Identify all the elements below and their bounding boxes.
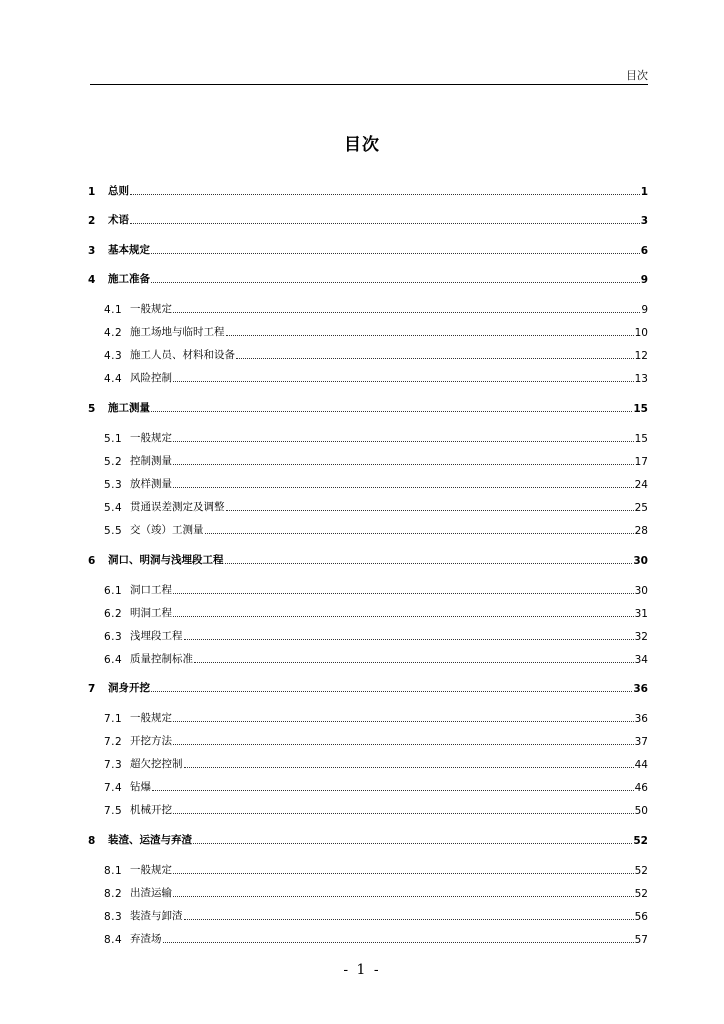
toc-dot-leader bbox=[173, 441, 634, 442]
toc-entry-number: 6.3 bbox=[104, 630, 123, 643]
toc-chapter-entry[interactable] bbox=[88, 537, 648, 567]
toc-entry-page: 52 bbox=[633, 834, 648, 847]
toc-entry-title: 装渣与卸渣 bbox=[130, 909, 183, 922]
toc-entry-title: 放样测量 bbox=[130, 477, 172, 490]
toc-dot-leader bbox=[151, 282, 640, 283]
toc-entry-title: 洞口工程 bbox=[130, 583, 172, 596]
toc-entry-number: 6 bbox=[88, 554, 96, 567]
toc-dot-leader bbox=[151, 411, 632, 412]
toc-entry-number: 8 bbox=[88, 834, 96, 847]
toc-entry-page: 32 bbox=[634, 630, 648, 643]
toc-entry-title: 钻爆 bbox=[130, 781, 151, 794]
toc-entry-number: 8.4 bbox=[104, 933, 123, 946]
toc-entry-number: 6.4 bbox=[104, 653, 123, 666]
toc-entry-number: 7.4 bbox=[104, 782, 123, 795]
toc-entry-page: 6 bbox=[640, 244, 648, 257]
toc-entry-page: 46 bbox=[634, 782, 648, 795]
toc-entry-number: 5.5 bbox=[104, 524, 123, 537]
toc-entry-title: 质量控制标准 bbox=[130, 652, 193, 665]
toc-entry-title: 浅埋段工程 bbox=[130, 629, 183, 642]
toc-section-entry[interactable] bbox=[88, 748, 648, 771]
toc-entry-page: 17 bbox=[634, 455, 648, 468]
toc-dot-leader bbox=[184, 639, 634, 640]
toc-entry-title: 洞口、明洞与浅埋段工程 bbox=[108, 553, 224, 566]
toc-entry-number: 5.1 bbox=[104, 432, 123, 445]
toc-entry-page: 34 bbox=[634, 653, 648, 666]
toc-entry-title: 超欠挖控制 bbox=[130, 758, 183, 771]
toc-entry-title: 总则 bbox=[108, 184, 129, 197]
toc-dot-leader bbox=[151, 253, 640, 254]
toc-entry-number: 2 bbox=[88, 215, 96, 228]
toc-section-entry[interactable] bbox=[88, 415, 648, 445]
toc-entry-page: 10 bbox=[634, 327, 648, 340]
toc-section-entry[interactable] bbox=[88, 514, 648, 537]
toc-entry-page: 24 bbox=[634, 478, 648, 491]
toc-dot-leader bbox=[173, 487, 634, 488]
toc-entry-page: 9 bbox=[641, 304, 648, 317]
page-number: - 1 - bbox=[343, 962, 381, 978]
toc-entry-number: 4.3 bbox=[104, 350, 123, 363]
toc-entry-title: 一般规定 bbox=[130, 863, 172, 876]
toc-entry-page: 57 bbox=[634, 933, 648, 946]
toc-section-entry[interactable] bbox=[88, 445, 648, 468]
toc-dot-leader bbox=[193, 843, 632, 844]
toc-dot-leader bbox=[226, 335, 634, 336]
toc-chapter-entry[interactable] bbox=[88, 817, 648, 847]
toc-entry-page: 1 bbox=[640, 185, 648, 198]
toc-chapter-entry[interactable] bbox=[88, 168, 648, 198]
toc-entry-number: 7 bbox=[88, 683, 96, 696]
toc-entry-title: 弃渣场 bbox=[130, 932, 162, 945]
toc-entry-number: 5 bbox=[88, 402, 96, 415]
toc-entry-number: 7.2 bbox=[104, 736, 123, 749]
toc-section-entry[interactable] bbox=[88, 877, 648, 900]
toc-dot-leader bbox=[173, 744, 634, 745]
toc-section-entry[interactable] bbox=[88, 771, 648, 794]
toc-section-entry[interactable] bbox=[88, 847, 648, 877]
toc-dot-leader bbox=[173, 593, 634, 594]
header-rule bbox=[90, 84, 648, 85]
toc-entry-number: 3 bbox=[88, 244, 96, 257]
toc-section-entry[interactable] bbox=[88, 794, 648, 817]
toc-chapter-entry[interactable] bbox=[88, 198, 648, 228]
toc-entry-page: 13 bbox=[634, 373, 648, 386]
toc-entry-number: 8.3 bbox=[104, 910, 123, 923]
toc-entry-title: 风险控制 bbox=[130, 372, 172, 385]
toc-dot-leader bbox=[225, 563, 633, 564]
toc-entry-number: 7.3 bbox=[104, 759, 123, 772]
toc-entry-number: 5.3 bbox=[104, 478, 123, 491]
toc-dot-leader bbox=[163, 942, 634, 943]
toc-section-entry[interactable] bbox=[88, 567, 648, 597]
toc-dot-leader bbox=[226, 510, 634, 511]
toc-entry-title: 出渣运输 bbox=[130, 886, 172, 899]
toc-entry-number: 8.2 bbox=[104, 887, 123, 900]
toc-entry-page: 15 bbox=[633, 402, 648, 415]
toc-entry-number: 6.2 bbox=[104, 607, 123, 620]
toc-section-entry[interactable] bbox=[88, 362, 648, 385]
toc-section-entry[interactable] bbox=[88, 468, 648, 491]
toc-dot-leader bbox=[152, 790, 634, 791]
toc-entry-page: 52 bbox=[634, 887, 648, 900]
running-header: 目次 bbox=[626, 69, 648, 82]
page-title: 目次 bbox=[344, 135, 380, 155]
toc-entry-title: 施工准备 bbox=[108, 273, 150, 286]
toc-dot-leader bbox=[173, 873, 634, 874]
toc-entry-title: 机械开挖 bbox=[130, 804, 172, 817]
toc-dot-leader bbox=[173, 381, 634, 382]
toc-dot-leader bbox=[173, 312, 640, 313]
toc-dot-leader bbox=[173, 616, 634, 617]
toc-entry-page: 30 bbox=[633, 554, 648, 567]
toc-entry-number: 8.1 bbox=[104, 864, 123, 877]
toc-dot-leader bbox=[130, 194, 640, 195]
toc-entry-title: 一般规定 bbox=[130, 431, 172, 444]
toc-entry-page: 52 bbox=[634, 864, 648, 877]
toc-dot-leader bbox=[184, 767, 634, 768]
toc-dot-leader bbox=[173, 813, 634, 814]
toc-dot-leader bbox=[151, 691, 632, 692]
toc-entry-title: 开挖方法 bbox=[130, 735, 172, 748]
toc-entry-page: 50 bbox=[634, 805, 648, 818]
toc-entry-number: 5.2 bbox=[104, 455, 123, 468]
toc-dot-leader bbox=[184, 919, 634, 920]
toc-entry-page: 3 bbox=[640, 215, 648, 228]
toc-entry-number: 4.1 bbox=[104, 304, 123, 317]
toc-entry-title: 基本规定 bbox=[108, 243, 150, 256]
toc-dot-leader bbox=[130, 223, 640, 224]
toc-entry-title: 交（竣）工测量 bbox=[130, 523, 204, 536]
toc-entry-number: 6.1 bbox=[104, 584, 123, 597]
table-of-contents bbox=[88, 168, 648, 946]
toc-dot-leader bbox=[173, 896, 634, 897]
toc-entry-number: 7.1 bbox=[104, 713, 123, 726]
toc-entry-title: 施工测量 bbox=[108, 401, 150, 414]
toc-entry-number: 4.2 bbox=[104, 327, 123, 340]
toc-entry-number: 7.5 bbox=[104, 805, 123, 818]
toc-chapter-entry[interactable] bbox=[88, 257, 648, 287]
toc-entry-page: 36 bbox=[633, 683, 648, 696]
toc-entry-title: 施工人员、材料和设备 bbox=[130, 349, 235, 362]
toc-entry-page: 56 bbox=[634, 910, 648, 923]
toc-entry-number: 4.4 bbox=[104, 373, 123, 386]
toc-section-entry[interactable] bbox=[88, 900, 648, 923]
toc-entry-page: 9 bbox=[640, 274, 648, 287]
toc-section-entry[interactable] bbox=[88, 339, 648, 362]
toc-section-entry[interactable] bbox=[88, 286, 648, 316]
toc-dot-leader bbox=[194, 662, 634, 663]
toc-entry-title: 控制测量 bbox=[130, 454, 172, 467]
toc-section-entry[interactable] bbox=[88, 597, 648, 620]
toc-dot-leader bbox=[205, 533, 634, 534]
toc-entry-title: 一般规定 bbox=[130, 303, 172, 316]
toc-entry-page: 12 bbox=[634, 350, 648, 363]
toc-entry-page: 15 bbox=[634, 432, 648, 445]
toc-entry-page: 37 bbox=[634, 736, 648, 749]
toc-entry-page: 36 bbox=[634, 713, 648, 726]
toc-entry-page: 28 bbox=[634, 524, 648, 537]
toc-section-entry[interactable] bbox=[88, 643, 648, 666]
toc-entry-title: 明洞工程 bbox=[130, 606, 172, 619]
toc-dot-leader bbox=[173, 721, 634, 722]
toc-entry-page: 30 bbox=[634, 584, 648, 597]
toc-entry-title: 施工场地与临时工程 bbox=[130, 326, 225, 339]
toc-section-entry[interactable] bbox=[88, 725, 648, 748]
toc-dot-leader bbox=[236, 358, 634, 359]
toc-chapter-entry[interactable] bbox=[88, 227, 648, 257]
toc-entry-number: 5.4 bbox=[104, 501, 123, 514]
toc-section-entry[interactable] bbox=[88, 695, 648, 725]
toc-section-entry[interactable] bbox=[88, 491, 648, 514]
toc-entry-title: 一般规定 bbox=[130, 712, 172, 725]
toc-entry-number: 1 bbox=[88, 185, 96, 198]
toc-section-entry[interactable] bbox=[88, 923, 648, 946]
toc-section-entry[interactable] bbox=[88, 316, 648, 339]
toc-section-entry[interactable] bbox=[88, 620, 648, 643]
toc-entry-title: 术语 bbox=[108, 214, 129, 227]
toc-entry-page: 44 bbox=[634, 759, 648, 772]
toc-entry-number: 4 bbox=[88, 274, 96, 287]
toc-entry-title: 洞身开挖 bbox=[108, 682, 150, 695]
toc-chapter-entry[interactable] bbox=[88, 666, 648, 696]
toc-entry-title: 装渣、运渣与弃渣 bbox=[108, 833, 192, 846]
toc-dot-leader bbox=[173, 464, 634, 465]
toc-entry-page: 25 bbox=[634, 501, 648, 514]
toc-entry-title: 贯通误差测定及调整 bbox=[130, 500, 225, 513]
toc-chapter-entry[interactable] bbox=[88, 385, 648, 415]
toc-entry-page: 31 bbox=[634, 607, 648, 620]
